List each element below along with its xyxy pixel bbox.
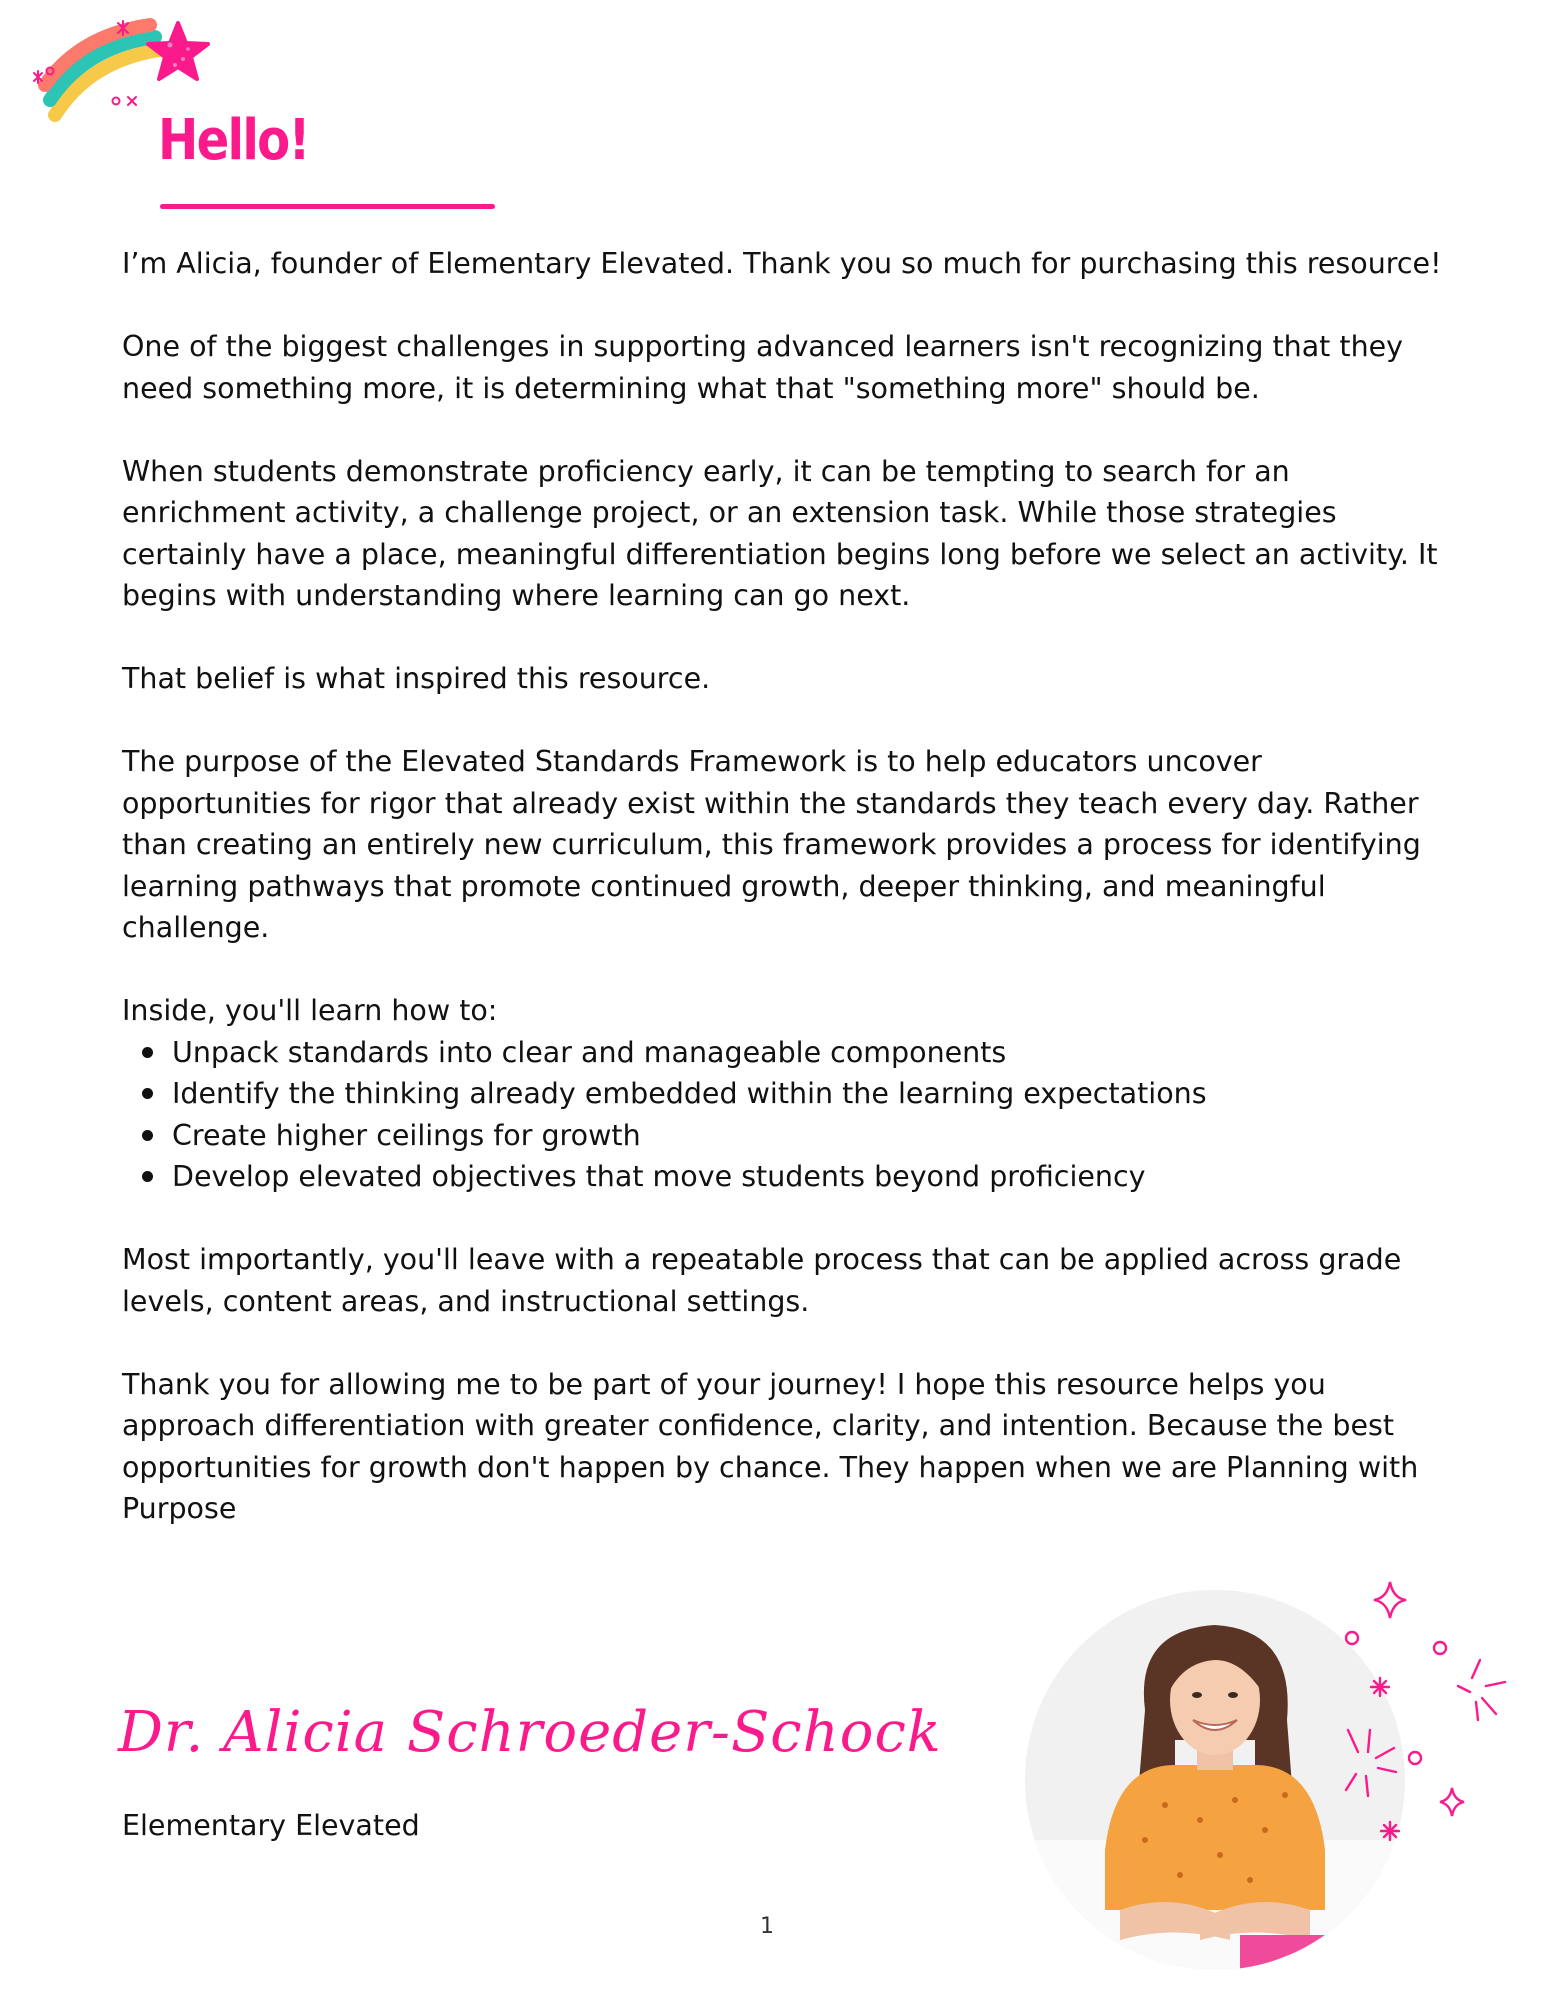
list-item	[172, 1115, 1442, 1157]
list-intro: Inside, you'll learn how to:	[122, 994, 498, 1027]
paragraph-purpose: The purpose of the Elevated Standards Framework is to help educators uncover opportunities for rigor that already exist within the standards they teach every day. Rather than creating an entirely new curriculum, this framework provides a process for identifying learning pathways that promote continued growth, deeper thinking, and meaningful challenge.	[122, 745, 1421, 944]
signature: Dr. Alicia Schroeder-Schock	[118, 1700, 942, 1765]
list-item	[172, 1073, 1442, 1115]
page-number: 1	[760, 1914, 774, 1939]
paragraph-challenge: One of the biggest challenges in supporting advanced learners isn't recognizing that they need something more, it is determining what that "something more" should be.	[122, 330, 1404, 405]
paragraph-belief: That belief is what inspired this resource.	[122, 662, 711, 695]
list-item	[172, 1032, 1442, 1074]
bullet-icon	[142, 1047, 153, 1058]
bullet-icon	[142, 1088, 153, 1099]
paragraph-thanks: Thank you for allowing me to be part of your journey! I hope this resource helps you approach differentiation with greater confidence, clarity, and intention. Because the best opportunities for growth don't happen by chance. They happen when we are Planning with Purpose	[122, 1367, 1419, 1525]
bullet-icon	[142, 1130, 153, 1141]
list-item-text: Develop elevated objectives that move students beyond proficiency	[172, 1160, 1146, 1193]
list-item	[172, 1156, 1442, 1198]
list-item-text: Create higher ceilings for growth	[172, 1118, 641, 1152]
list-item-text: Unpack standards into clear and manageable components	[172, 1035, 1007, 1069]
sparkles-icon	[1290, 1570, 1530, 1850]
learning-list	[122, 1032, 1442, 1198]
paragraph-importantly: Most importantly, you'll leave with a repeatable process that can be applied across grade levels, content areas, and instructional settings.	[122, 1243, 1402, 1318]
letter-body	[122, 243, 1442, 1571]
paragraph-proficiency: When students demonstrate proficiency early, it can be tempting to search for an enrichment activity, a challenge project, or an extension task. While those strategies certainly have a place, meaningful differentiation begins long before we select an activity. It begins with understanding where learning can go next.	[122, 454, 1438, 612]
organization-name: Elementary Elevated	[122, 1809, 420, 1842]
bullet-icon	[142, 1171, 153, 1182]
page-title: Hello!	[158, 108, 309, 173]
paragraph-intro: I’m Alicia, founder of Elementary Elevated. Thank you so much for purchasing this resource!	[122, 247, 1442, 280]
list-item-text: Identify the thinking already embedded within the learning expectations	[172, 1077, 1207, 1110]
title-underline	[160, 204, 495, 209]
